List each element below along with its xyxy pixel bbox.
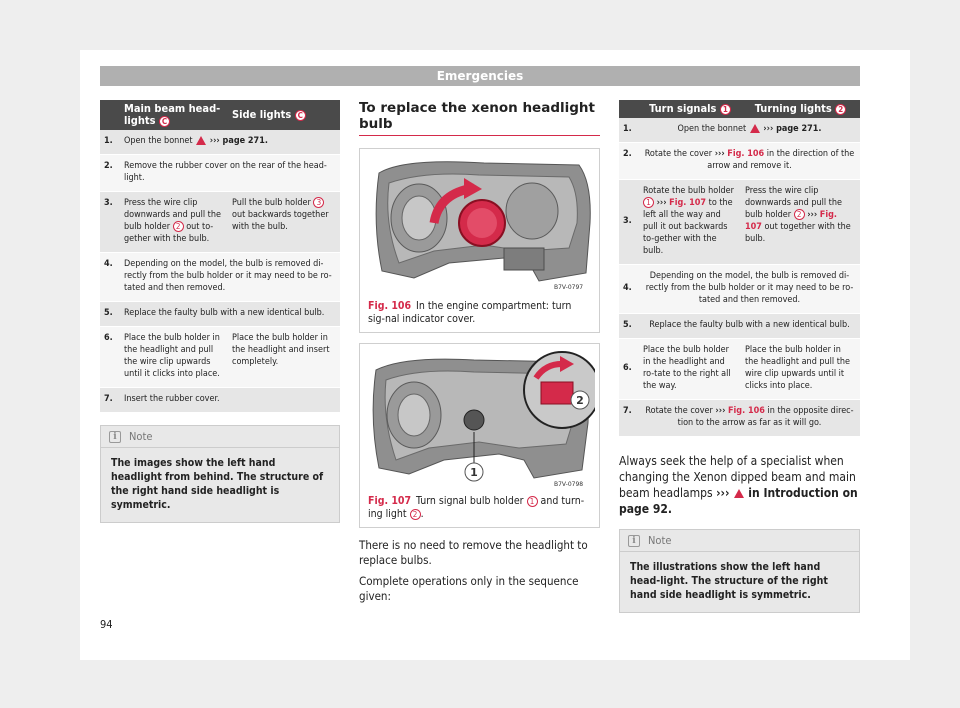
table-header-turning-lights: Turning lights 2 (741, 100, 860, 118)
table-header-blank (100, 100, 120, 130)
left-procedure-table (100, 100, 340, 413)
table-row: 5. Replace the faulty bulb with a new identical bulb. (100, 302, 340, 327)
body-text (359, 538, 600, 604)
table-row: 4. Depending on the model, the bulb is removed di-rectly from the bulb holder or it may need to be ro-tated and then removed. (100, 253, 340, 302)
figure-link[interactable]: Fig. 106 (728, 406, 765, 416)
table-row: 2. Remove the rubber cover on the rear of the head-light. (100, 155, 340, 192)
table-row: 1. Open the bonnet ››› page 271. (619, 118, 860, 143)
table-header-turn-signals: Turn signals 1 (639, 100, 741, 118)
table-header-main-beam: Main beam head-lights C (120, 100, 228, 130)
table-row: 2. Rotate the cover ››› Fig. 106 in the direction of the arrow and remove it. (619, 143, 860, 180)
figure-link[interactable]: Fig. 107 (745, 210, 837, 232)
callout-2-icon: 2 (794, 209, 805, 220)
headlight-illustration (364, 153, 595, 294)
paragraph: There is no need to remove the headlight to replace bulbs. (359, 538, 588, 567)
note-label: Note (648, 534, 672, 547)
middle-column (359, 100, 600, 610)
info-icon: i (109, 431, 121, 443)
table-row: 3. Press the wire clip downwards and pull the bulb holder 2 out to-gether with the bulb. Pull the bulb holder 3 out backwards together with the bulb. (100, 192, 340, 253)
paragraph: Complete operations only in the sequence given: (359, 574, 579, 603)
callout-2-icon: 2 (576, 394, 584, 407)
table-row: 4. Depending on the model, the bulb is removed di-rectly from the bulb holder or it may need to be ro-tated and then removed. (619, 265, 860, 314)
figure-code: B7V-0797 (554, 284, 584, 291)
page-number: 94 (100, 618, 113, 631)
figure-107 (359, 343, 600, 528)
figure-link[interactable]: Fig. 107 (669, 198, 707, 208)
callout-2-icon: 2 (835, 104, 846, 115)
section-header: Emergencies (100, 66, 860, 86)
callout-2-icon: 2 (173, 221, 184, 232)
figure-link[interactable]: Fig. 106 (727, 149, 765, 159)
table-row: 1. Open the bonnet ››› page 271. (100, 130, 340, 155)
callout-c-icon: C (295, 110, 306, 121)
callout-1-icon: 1 (643, 197, 654, 208)
table-row: 5. Replace the faulty bulb with a new identical bulb. (619, 314, 860, 339)
page-link[interactable]: ››› page 271. (763, 124, 822, 134)
table-row: 6. Place the bulb holder in the headlight and pull the wire clip upwards until it clicks into place. Place the bulb holder in the headlight and insert completely. (100, 327, 340, 388)
section-heading: To replace the xenon headlight bulb (359, 100, 600, 136)
warning-icon (734, 489, 744, 498)
table-row: 6. Place the bulb holder in the headlight and ro-tate to the right all the way. Place the bulb holder in the headlight and pull the wire clip upwards until it clicks into place. (619, 339, 860, 400)
intro-link[interactable]: in Introduction on page 92. (619, 486, 858, 516)
figure-caption: Fig. 107 Turn signal bulb holder 1 and turn-ing light 2 . (368, 495, 585, 520)
table-row: 7. Rotate the cover ››› Fig. 106 in the opposite direc-tion to the arrow as far as it will go. (619, 400, 860, 437)
table-row: 7. Insert the rubber cover. (100, 388, 340, 413)
callout-1-icon: 1 (470, 466, 478, 479)
note-label: Note (129, 430, 153, 443)
callout-3-icon: 3 (313, 197, 324, 208)
figure-code: B7V-0798 (554, 481, 584, 488)
body-text: Always seek the help of a specialist when changing the Xenon dipped beam and main beam headlamps ››› in Introduction on page 92. (619, 454, 858, 516)
note-box (100, 425, 340, 523)
warning-icon (750, 124, 760, 133)
note-text: The illustrations show the left hand head-light. The structure of the right hand side headlight is symmetric. (630, 561, 828, 601)
note-box (619, 529, 860, 613)
table-header-side-lights: Side lights C (228, 100, 340, 130)
table-row: 3. Rotate the bulb holder 1 ››› Fig. 107 to the left all the way and pull it out backwards to-gether with the bulb. Press the wire clip downwards and pull the bulb holder 2 ››› Fig. 107 out together with the bulb. (619, 180, 860, 265)
right-column (619, 100, 860, 613)
warning-icon (196, 136, 206, 145)
note-text: The images show the left hand headlight from behind. The structure of the right hand side headlight is symmetric. (111, 457, 324, 511)
callout-c-icon: C (159, 116, 170, 127)
right-procedure-table (619, 100, 860, 437)
left-column (100, 100, 340, 523)
figure-106 (359, 148, 600, 333)
figure-caption: Fig. 106 In the engine compartment: turn sig-nal indicator cover. (368, 300, 572, 325)
callout-1-icon: 1 (720, 104, 731, 115)
table-header-blank (619, 100, 639, 118)
page-link[interactable]: ››› page 271. (209, 136, 268, 146)
bulb-holder-illustration (364, 348, 595, 489)
info-icon: i (628, 535, 640, 547)
